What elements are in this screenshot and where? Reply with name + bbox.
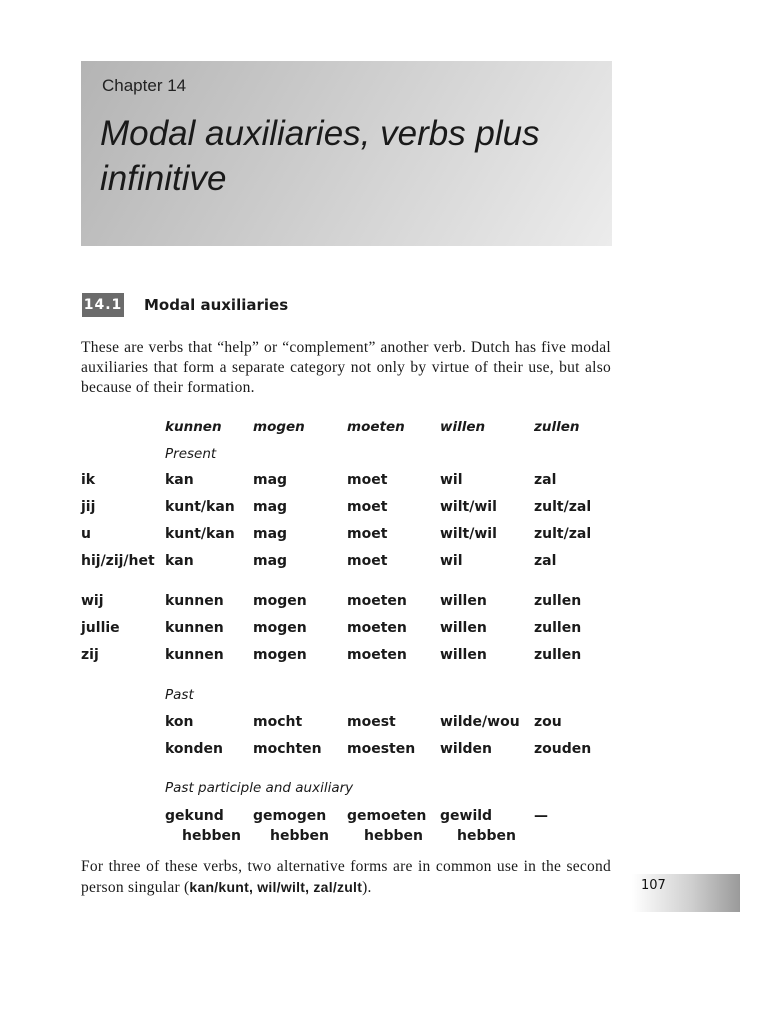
verb-form-cell: wil bbox=[440, 553, 463, 569]
verb-form-cell: zullen bbox=[534, 647, 582, 663]
chapter-label: Chapter 14 bbox=[102, 76, 187, 95]
participle-cell: gewild bbox=[440, 808, 493, 824]
verb-form-cell: willen bbox=[440, 593, 487, 609]
verb-form-cell: moet bbox=[347, 499, 388, 515]
verb-form-cell: moeten bbox=[347, 593, 407, 609]
verb-form-cell: zullen bbox=[534, 593, 582, 609]
section-number-badge: 14.1 bbox=[82, 293, 124, 317]
outro-text-before: For three of these verbs, two alternative forms are in common use in the second person singular ( bbox=[81, 858, 611, 896]
auxiliary-cell: hebben bbox=[364, 828, 423, 844]
past-label: Past bbox=[165, 687, 194, 703]
verb-form-cell: kunnen bbox=[165, 593, 224, 609]
verb-form-cell: kunt/kan bbox=[165, 526, 235, 542]
chapter-title: Modal auxiliaries, verbs plus infinitive bbox=[100, 114, 540, 198]
auxiliary-cell: hebben bbox=[270, 828, 329, 844]
verb-form-cell: kunnen bbox=[165, 647, 224, 663]
verb-form-cell: mag bbox=[253, 499, 288, 515]
verb-form-cell: wilt/wil bbox=[440, 526, 497, 542]
past-singular-cell: wilde/wou bbox=[440, 714, 520, 730]
auxiliary-cell: hebben bbox=[457, 828, 516, 844]
verb-form-cell: mogen bbox=[253, 593, 307, 609]
table-header-willen: willen bbox=[440, 419, 486, 435]
pronoun-cell: jullie bbox=[81, 620, 120, 636]
verb-form-cell: willen bbox=[440, 620, 487, 636]
verb-form-cell: mag bbox=[253, 553, 288, 569]
past-plural-cell: konden bbox=[165, 741, 224, 757]
participle-cell: gemoeten bbox=[347, 808, 427, 824]
participle-cell: gemogen bbox=[253, 808, 327, 824]
verb-form-cell: zal bbox=[534, 553, 557, 569]
verb-form-cell: zult/zal bbox=[534, 526, 592, 542]
verb-form-cell: kan bbox=[165, 472, 194, 488]
participle-label: Past participle and auxiliary bbox=[165, 780, 354, 796]
present-label: Present bbox=[165, 446, 217, 462]
verb-form-cell: moet bbox=[347, 472, 388, 488]
verb-form-cell: kunnen bbox=[165, 620, 224, 636]
outro-text-after: ). bbox=[362, 879, 372, 896]
verb-form-cell: wil bbox=[440, 472, 463, 488]
verb-form-cell: moeten bbox=[347, 620, 407, 636]
page-number-tab bbox=[632, 874, 740, 912]
verb-form-cell: kunt/kan bbox=[165, 499, 235, 515]
pronoun-cell: wij bbox=[81, 593, 104, 609]
auxiliary-cell: hebben bbox=[182, 828, 241, 844]
page-number: 107 bbox=[641, 878, 666, 893]
verb-form-cell: wilt/wil bbox=[440, 499, 497, 515]
participle-cell: — bbox=[534, 808, 548, 824]
verb-form-cell: mag bbox=[253, 472, 288, 488]
outro-paragraph bbox=[81, 857, 611, 898]
past-plural-cell: mochten bbox=[253, 741, 322, 757]
past-plural-cell: wilden bbox=[440, 741, 493, 757]
past-singular-cell: zou bbox=[534, 714, 562, 730]
verb-form-cell: moeten bbox=[347, 647, 407, 663]
past-singular-cell: moest bbox=[347, 714, 396, 730]
verb-form-cell: zult/zal bbox=[534, 499, 592, 515]
pronoun-cell: jij bbox=[81, 499, 96, 515]
verb-form-cell: kan bbox=[165, 553, 194, 569]
past-plural-cell: zouden bbox=[534, 741, 592, 757]
pronoun-cell: zij bbox=[81, 647, 99, 663]
table-header-kunnen: kunnen bbox=[165, 419, 222, 435]
pronoun-cell: ik bbox=[81, 472, 96, 488]
verb-form-cell: zal bbox=[534, 472, 557, 488]
section-title: Modal auxiliaries bbox=[144, 296, 289, 314]
verb-form-cell: moet bbox=[347, 553, 388, 569]
verb-form-cell: mag bbox=[253, 526, 288, 542]
table-header-moeten: moeten bbox=[347, 419, 405, 435]
verb-form-cell: moet bbox=[347, 526, 388, 542]
verb-form-cell: zullen bbox=[534, 620, 582, 636]
verb-form-cell: mogen bbox=[253, 620, 307, 636]
verb-form-cell: willen bbox=[440, 647, 487, 663]
outro-forms: kan/kunt, wil/wilt, zal/zult bbox=[189, 879, 363, 895]
past-singular-cell: mocht bbox=[253, 714, 303, 730]
past-singular-cell: kon bbox=[165, 714, 194, 730]
intro-paragraph: These are verbs that “help” or “complement” another verb. Dutch has five modal auxiliaries that form a separate category not only by virtue of their use, but also because of their formation. bbox=[81, 339, 611, 396]
past-plural-cell: moesten bbox=[347, 741, 416, 757]
pronoun-cell: u bbox=[81, 526, 91, 542]
participle-cell: gekund bbox=[165, 808, 224, 824]
table-header-zullen: zullen bbox=[534, 419, 580, 435]
table-header-mogen: mogen bbox=[253, 419, 305, 435]
pronoun-cell: hij/zij/het bbox=[81, 553, 155, 569]
verb-form-cell: mogen bbox=[253, 647, 307, 663]
